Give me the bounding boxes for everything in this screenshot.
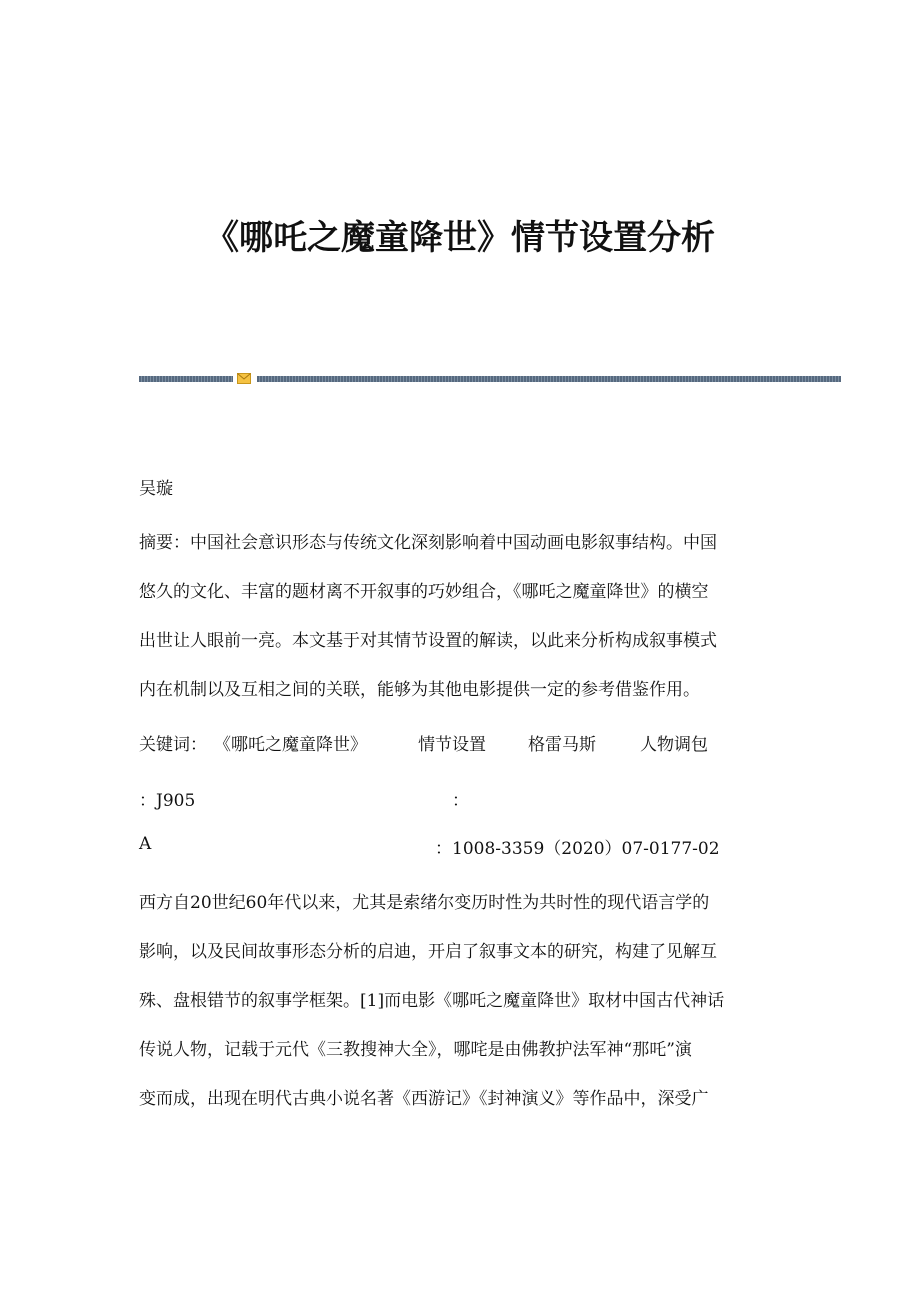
abstract-line: 内在机制以及互相之间的关联，能够为其他电影提供一定的参考借鉴作用。 [139, 680, 700, 700]
abstract-line: 出世让人眼前一亮。本文基于对其情节设置的解读，以此来分析构成叙事模式 [139, 631, 717, 651]
body-line: 变而成，出现在明代古典小说名著《西游记》《封神演义》等作品中，深受广 [139, 1089, 709, 1109]
body-line: 殊、盘根错节的叙事学框架。[1]而电影《哪吒之魔童降世》取材中国古代神话 [139, 991, 725, 1011]
divider-rule-right [257, 376, 841, 382]
classification-number: ：J905 [139, 791, 196, 811]
author-name: 吴璇 [139, 479, 173, 499]
body-line: 影响，以及民间故事形态分析的启迪，开启了叙事文本的研究，构建了见解互 [139, 942, 717, 962]
document-code: A [139, 834, 152, 854]
document-title: 《哪吒之魔童降世》情节设置分析 [205, 218, 715, 258]
keyword-item: 《哪吒之魔童降世》 [214, 735, 367, 755]
keyword-item: 人物调包 [640, 735, 708, 755]
classification-secondary: ： [452, 791, 469, 811]
keyword-item: 情节设置 [418, 735, 486, 755]
title-divider [139, 372, 841, 386]
body-line: 西方自20世纪60年代以来，尤其是索绪尔变历时性为共时性的现代语言学的 [139, 893, 710, 913]
body-line: 传说人物，记载于元代《三教搜神大全》，哪咤是由佛教护法军神“那吒”演 [139, 1040, 692, 1060]
keywords-label: 关键词： [139, 735, 207, 755]
article-number: ：1008-3359（2020）07-0177-02 [435, 839, 720, 859]
divider-rule-left [139, 376, 233, 382]
abstract-line: 摘要：中国社会意识形态与传统文化深刻影响着中国动画电影叙事结构。中国 [139, 533, 717, 553]
envelope-icon [237, 373, 251, 384]
abstract-line: 悠久的文化、丰富的题材离不开叙事的巧妙组合，《哪吒之魔童降世》的横空 [139, 582, 709, 602]
keyword-item: 格雷马斯 [528, 735, 596, 755]
